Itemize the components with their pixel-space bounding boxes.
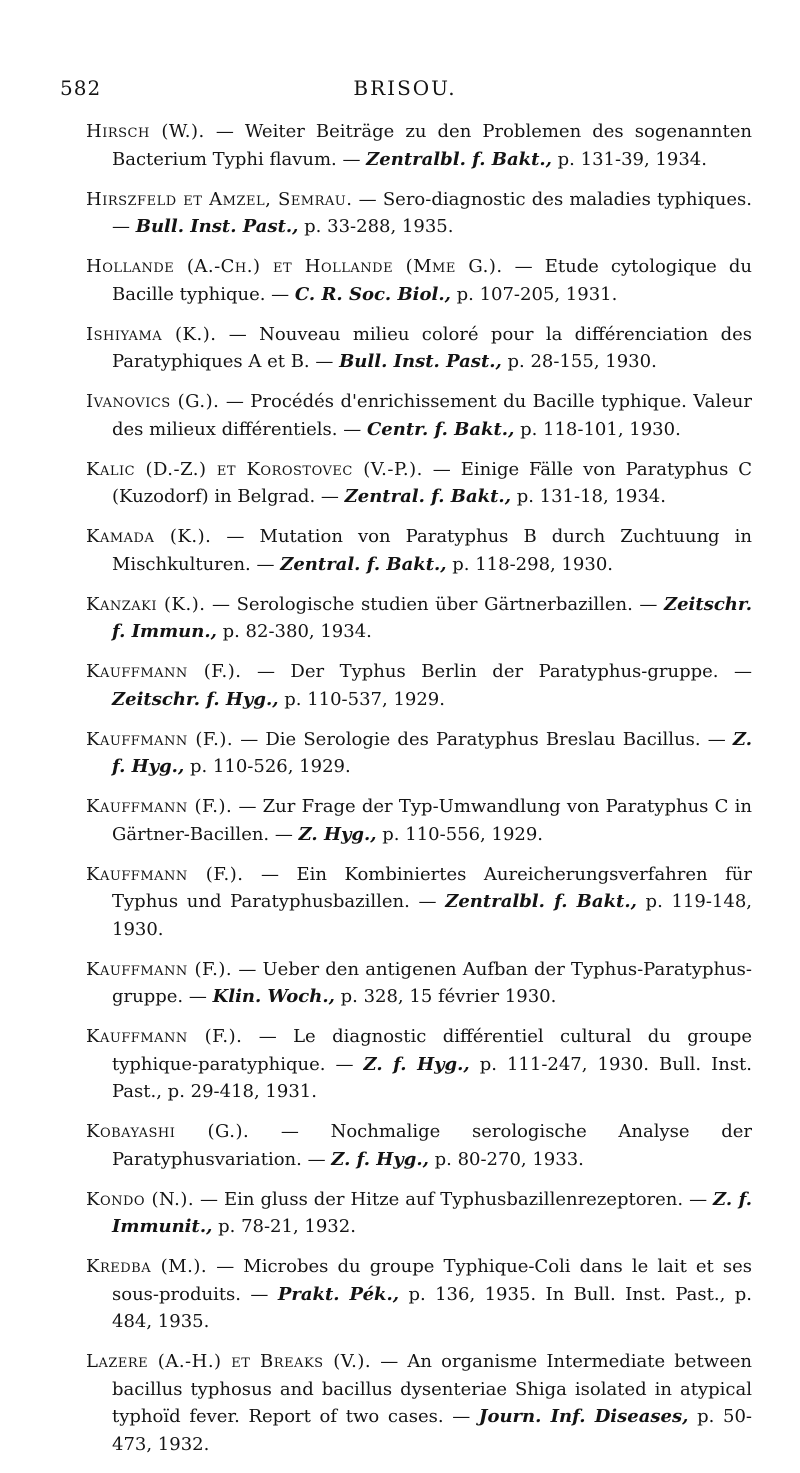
entry-author: Hirsch (W.). [86,121,205,142]
bibliography-entry [86,523,752,578]
bibliography-entry [86,253,752,308]
entry-author: Kondo (N.). [86,1188,195,1210]
entry-author: Ivanovics (G.). [86,391,220,412]
bibliography-entry [86,388,752,443]
entry-citation: p. 131-39, 1934. [551,148,707,170]
entry-author: Kauffmann (F.). [86,958,233,980]
entry-title: — Ein gluss der Hitze auf Typhusbazillenrezeptoren. — [194,1188,714,1210]
entry-citation: p. 110-526, 1929. [184,756,351,777]
entry-author: Lazere (A.-H.) et Breaks (V.). [86,1351,372,1372]
entry-title: — Ein Kombiniertes Aureicherungsverfahren für Typhus und Paratyphusbazillen. — [112,863,752,912]
entry-title: — Weiter Beiträge zu den Problemen des sogenannten Bacterium Typhi flavum. — [112,121,752,170]
entry-author: Kobayashi (G.). [86,1121,250,1142]
entry-title: — Microbes du groupe Typhique-Coli dans le lait et ses sous-produits. — [112,1256,752,1305]
entry-title: — Etude cytologique du Bacille typhique. — [112,256,752,305]
entry-source: Zeitschr. f. Immun., [112,593,752,642]
entry-source: Z. f. Hyg., [112,728,752,777]
entry-title: — Nouveau milieu coloré pour la différenciation des Paratyphiques A et B. — [112,323,753,372]
entry-title: — Einige Fälle von Paratyphus C (Kuzodorf) in Belgrad. — [112,458,753,507]
entry-citation: p. 33-288, 1935. [298,216,454,237]
entry-author: Ishiyama (K.). [86,323,217,345]
entry-source: Zeitschr. f. Hyg., [112,688,279,710]
entry-source: Centr. f. Bakt., [366,418,515,440]
entry-citation: p. 78-21, 1932. [212,1216,356,1237]
entry-source: Zentralbl. f. Bakt., [366,148,552,170]
entry-author: Kredba (M.). [86,1256,208,1277]
entry-author: Hollande (A.-Ch.) et Hollande (Mme G.). [86,256,503,277]
entry-citation: p. 118-298, 1930. [446,553,614,575]
entry-title: — An organisme Intermediate between bacillus typhosus and bacillus dysenteriae Shiga isolated in atypical typhoïd fever. Report of two cases. — [112,1351,753,1427]
entry-source: Bull. Inst. Past., [135,216,299,237]
bibliography-entry [86,1253,752,1336]
page-header [60,76,750,106]
entry-author: Kauffmann (F.). [86,728,234,750]
bibliography-entry [86,1186,752,1241]
bibliography-entry [86,118,752,173]
page-number: 582 [60,76,102,100]
entry-source: Zentral. f. Bakt., [280,553,447,575]
bibliography-entry [86,793,752,848]
bibliography-entry [86,1023,752,1106]
entry-title: — Procédés d'enrichissement du Bacille typhique. Valeur des milieux différentiels. — [112,391,752,440]
entry-source: Z. Hyg., [298,823,377,845]
bibliography-entry [86,658,752,713]
entry-citation: p. 110-537, 1929. [278,688,445,710]
bibliography-entry [86,726,752,781]
running-title: BRISOU. [353,76,457,100]
entry-title: — Die Serologie des Paratyphus Breslau Bacillus. — [233,728,733,750]
entry-title: — Le diagnostic différentiel cultural du groupe typhique-paratyphique. — [112,1026,753,1075]
entry-author: Kamada (K.). [86,526,212,547]
entry-title: — Nochmalige serologische Analyse der Paratyphusvariation. — [112,1121,752,1170]
bibliography-entry [86,591,752,646]
bibliography-entry [86,186,752,241]
entry-source: C. R. Soc. Biol., [294,283,451,305]
entry-title: — Der Typhus Berlin der Paratyphus-gruppe. — [241,661,752,682]
entry-citation: p. 107-205, 1931. [450,283,618,305]
bibliography-entry [86,1348,752,1458]
entry-title: — Ueber den antigenen Aufban der Typhus-Paratyphus-gruppe. — [112,958,752,1007]
bibliography-list [86,118,752,1471]
entry-title: — Zur Frage der Typ-Umwandlung von Paratyphus C in Gärtner-Bacillen. — [112,796,752,845]
entry-citation: p. 28-155, 1930. [501,351,657,372]
entry-title: — Sero-diagnostic des maladies typhiques. — [112,188,752,237]
entry-author: Kauffmann (F.). [86,863,244,885]
bibliography-entry [86,956,752,1011]
entry-source: Journ. Inf. Diseases, [478,1406,689,1427]
entry-citation: p. 119-148, 1930. [112,891,752,940]
entry-author: Kauffmann (F.). [86,1026,243,1047]
entry-citation: p. 136, 1935. In Bull. Inst. Past., p. 484, 1935. [112,1283,752,1332]
entry-citation: p. 110-556, 1929. [376,823,544,845]
entry-citation: p. 82-380, 1934. [216,621,372,642]
entry-citation: p. 118-101, 1930. [514,418,681,440]
bibliography-entry [86,456,752,511]
bibliography-entry [86,321,752,376]
entry-author: Kalic (D.-Z.) et Korostovec (V.-P.). [86,458,423,480]
entry-citation: p. 111-247, 1930. Bull. Inst. Past., p. 29-418, 1931. [112,1053,753,1102]
entry-source: Z. f. Hyg., [363,1053,470,1075]
entry-title: — Serologische studien über Gärtnerbazillen. — [205,593,664,615]
entry-author: Kauffmann (F.). [86,796,233,817]
entry-citation: p. 131-18, 1934. [510,486,666,507]
entry-author: Kanzaki (K.). [86,593,206,615]
entry-source: Zentralbl. f. Bakt., [445,891,637,912]
entry-source: Z. f. Hyg., [331,1148,429,1170]
entry-citation: p. 328, 15 février 1930. [334,986,557,1007]
bibliography-entry [86,861,752,944]
entry-source: Bull. Inst. Past., [339,351,502,372]
entry-author: Kauffmann (F.). [86,661,242,682]
entry-source: Z. f. Immunit., [112,1188,752,1237]
entry-citation: p. 80-270, 1933. [428,1148,584,1170]
entry-source: Prakt. Pék., [277,1283,400,1305]
entry-source: Klin. Woch., [212,986,335,1007]
entry-citation: p. 50-473, 1932. [112,1406,752,1455]
entry-title: — Mutation von Paratyphus B durch Zuchtuung in Mischkulturen. — [112,526,752,575]
entry-author: Hirszfeld et Amzel, Semrau. [86,188,353,210]
bibliography-entry [86,1118,752,1173]
entry-source: Zentral. f. Bakt., [344,486,511,507]
